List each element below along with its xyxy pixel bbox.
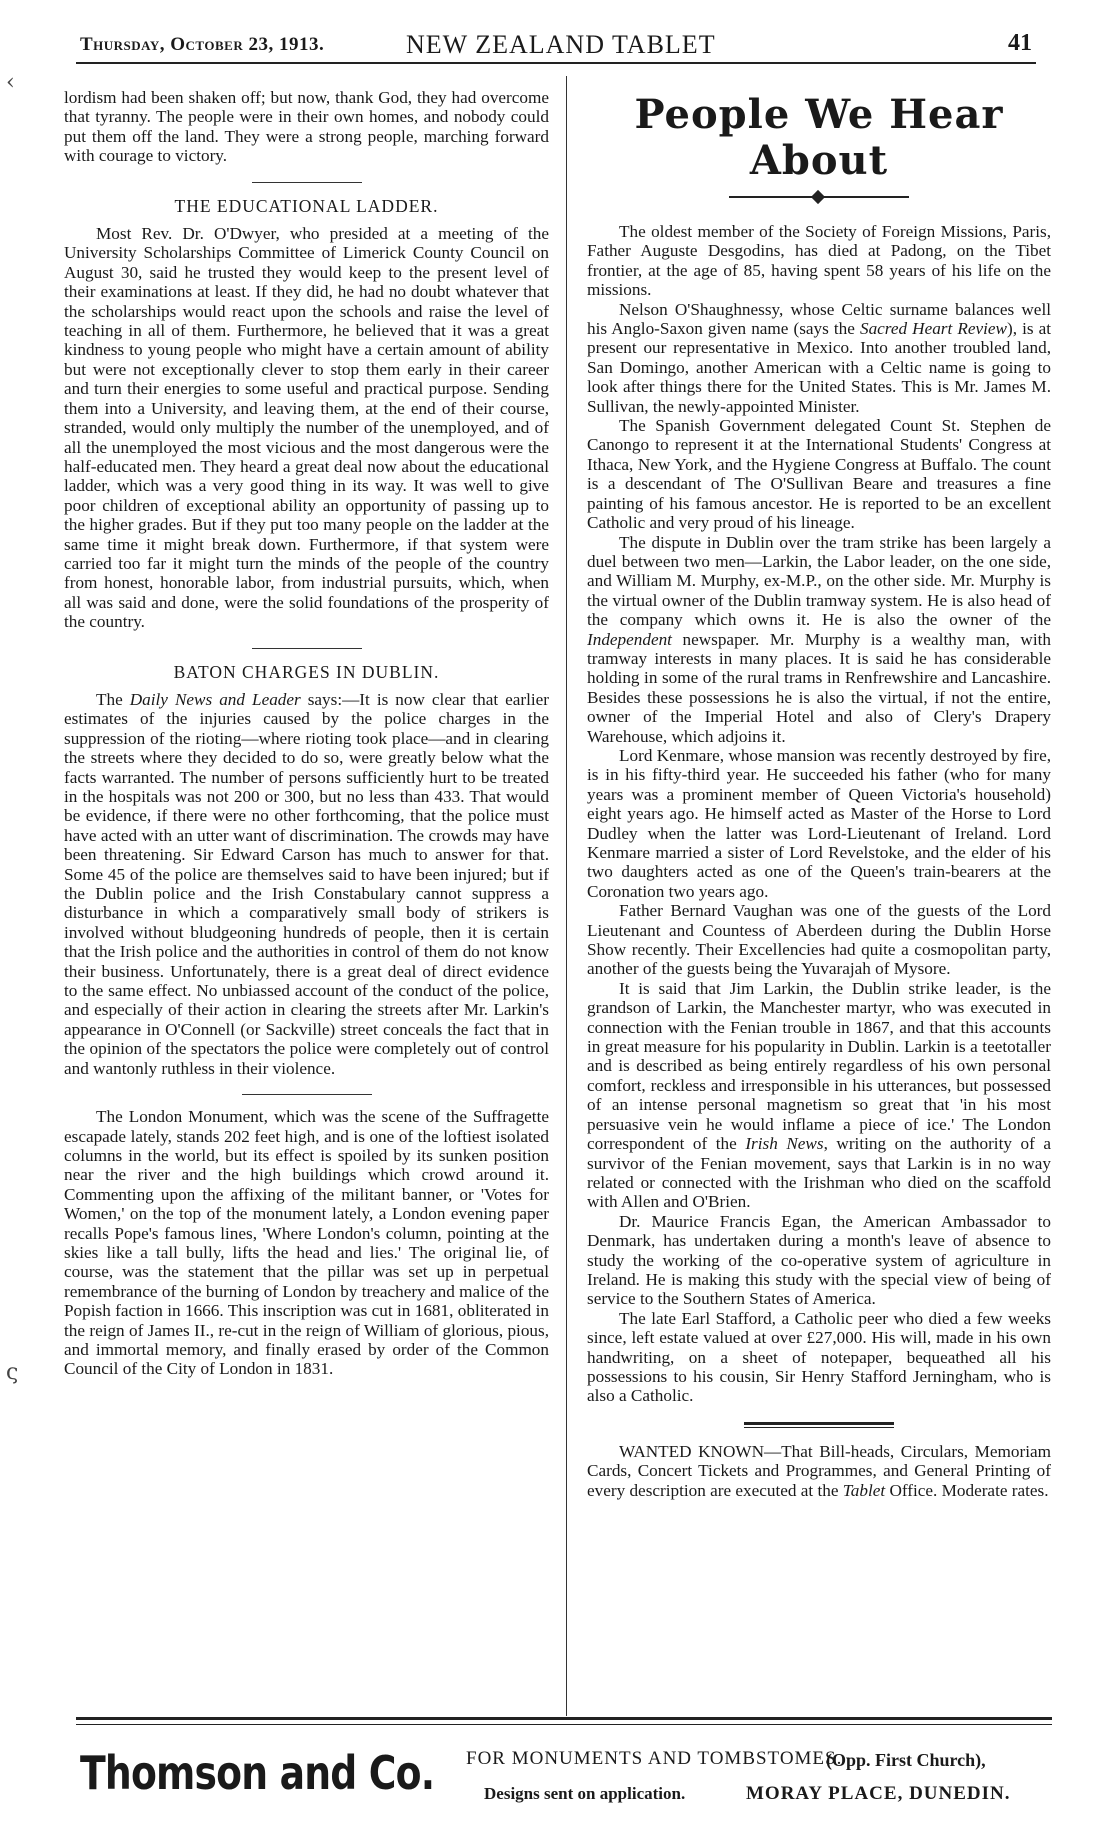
advertisement-footer xyxy=(76,1717,1052,1830)
text-run: Nelson O'Shaughnessy, whose Celtic surname balances well his Anglo-Saxon given name (says the xyxy=(587,299,1051,339)
ad-line-monuments: FOR MONUMENTS AND TOMBSTOMES. xyxy=(466,1748,843,1769)
right-column xyxy=(587,88,1051,1713)
publication-title: NEW ZEALAND TABLET xyxy=(406,30,716,59)
text-run: The dispute in Dublin over the tram strike has been largely a duel between two men—Larkin, the Labor leader, on the one side, and William M. Murphy, ex-M.P., on the other side. Mr. Murphy is the virtual owner of the Dublin tramway system. He is also head of the company which owns it. He is also the owner of the xyxy=(587,532,1051,630)
text-run: ), is at present our representative in Mexico. Into another troubled land, San Domingo, another American with a Celtic name is going to look after things there for the United States. This is Mr. James M. Sullivan, the newly-appointed Minister. xyxy=(587,319,1051,416)
paragraph-desgodins: The oldest member of the Society of Foreign Missions, Paris, Father Auguste Desgodins, has died at Padong, on the Tibet frontier, at the age of 85, having spent 58 years of his life on the missions. xyxy=(587,222,1051,300)
section-title: People We Hear About xyxy=(634,91,1004,184)
paragraph-larkin xyxy=(587,979,1051,1212)
advertiser-name: Thomson and Co. xyxy=(80,1746,435,1800)
paragraph-oshaughnessy xyxy=(587,300,1051,416)
paragraph-canongo: The Spanish Government delegated Count St. Stephen de Canongo to represent it at the International Students' Congress at Ithaca, New York, and the Hygiene Congress at Buffalo. The count is a descendant of The O'Sullivan Beare and treasures a fine painting of his famous ancestor. He is reported to be an excellent Catholic and very proud of his lineage. xyxy=(587,416,1051,533)
double-rule xyxy=(744,1422,894,1428)
article-baton-charges xyxy=(64,690,549,1078)
section-rule xyxy=(252,182,362,183)
paragraph-stafford: The late Earl Stafford, a Catholic peer who died a few weeks since, left estate valued at over £27,000. His will, made in his own handwriting, on a sheet of notepaper, bequeathed all his possessions to his cousin, Sir Henry Stafford Jerningham, who is also a Catholic. xyxy=(587,1308,1051,1406)
section-rule xyxy=(242,1094,372,1095)
wanted-notice xyxy=(587,1442,1051,1500)
source-name: Daily News and Leader xyxy=(129,689,301,709)
text-run: says:—It is now clear that earlier estimates of the injuries caused by the police charges in the suppression of the rioting—where rioting took place—and in clearing the streets where they decided to do so, were greatly below what the facts warranted. The number of persons sufficiently hurt to be treated in the hospitals was not 200 or 300, but no less than 433. That would be evidence, if there were no other forthcoming, that the police must have acted with an utter want of discrimination. The crowds may have been threatening. Sir Edward Carson has much to answer for that. Some 45 of the police are themselves said to have been injured; but if the Dublin police and the Irish Constabulary cannot suppress a disturbance in which a comparatively small body of strikers is involved without bludgeoning hundreds of people, then it is certain that the Irish police and the authorities in control of them do not know their business. Unfortunately, there is a great deal of direct evidence to the same effect. No unbiassed account of the conduct of the police, and especially of their action in clearing the streets after Mr. Larkin's appearance in O'Connell (or Sackville) street conceals the fact that in the opinion of the spectators the police were completely out of control and wantonly ruthless in their violence. xyxy=(64,689,549,1078)
margin-mark-bottom: ς xyxy=(6,1360,19,1385)
ad-line-location: (Opp. First Church), xyxy=(826,1750,986,1770)
intro-paragraph: lordism had been shaken off; but now, thank God, they had overcome that tyranny. The people were in their own homes, and nobody could put them off the land. They were a strong people, marching forward with courage to victory. xyxy=(64,88,549,166)
article-educational-ladder: Most Rev. Dr. O'Dwyer, who presided at a meeting of the University Scholarships Committee of Limerick County Council on August 30, said he trusted they would keep to the present level of their examinations at least. If they did, he had no doubt whatever that the scholarships would react upon the schools and raise the level of teaching in all of them. Furthermore, he believed that it was a great kindness to young people who might have a certain amount of ability but were not exceptionally clever to stop them early in their career and turn their energies to some useful and practical purpose. Sending them into a University, and leaving them, at the end of their course, stranded, would only multiply the number of the unemployed, and of all the unemployed the most vicious and the most dangerous were the half-educated men. They heard a great deal now about the educational ladder, which was a very good thing in its way. It was well to give poor children of exceptional ability an opportunity of passing up to the higher grades. But if they put too many people on the ladder at the same time it might break down. Furthermore, if that system were carried too far it might turn the minds of the people of the country from honest, honorable labor, from industrial pursuits, which, when all was said and done, were the solid foundations of the prosperity of the country. xyxy=(64,224,549,632)
ad-line-designs: Designs sent on application. xyxy=(484,1784,686,1803)
column-divider xyxy=(566,76,567,1716)
section-rule xyxy=(252,648,362,649)
issue-date: Thursday, October 23, 1913. xyxy=(80,34,325,55)
section-heading-baton-charges: BATON CHARGES IN DUBLIN. xyxy=(173,661,440,682)
ornament-rule xyxy=(729,192,909,202)
left-column xyxy=(64,88,549,1713)
text-run: , writing on the authority of a survivor of the Fenian movement, says that Larkin is in no way related or connected with the Irishman who died on the scaffold with Allen and O'Brien. xyxy=(587,1134,1051,1212)
source-name: Sacred Heart Review xyxy=(859,319,1007,339)
ad-line-address: MORAY PLACE, DUNEDIN. xyxy=(746,1783,1011,1804)
source-name: Irish News xyxy=(745,1134,824,1154)
article-london-monument: The London Monument, which was the scene of the Suffragette escapade lately, stands 202 feet high, and is one of the loftiest isolated columns in the world, but its effect is spoiled by its sunken position near the river and the high buildings which crowd around it. Commenting upon the affixing of the militant banner, or 'Votes for Women,' on the top of the monument lately, a London evening paper recalls Pope's famous lines, 'Where London's column, pointing at the skies like a tall bully, lifts the head and lies.' The original lie, of course, was the statement that the pillar was set up in perpetual remembrance of the burning of London by treachery and malice of the Popish faction in 1666. This inscription was cut in 1681, obliterated in the reign of James II., re-cut in the reign of William of glorious, pious, and immortal memory, and finally erased by order of the Common Council of the City of London in 1831. xyxy=(64,1107,549,1379)
section-heading-educational-ladder: THE EDUCATIONAL LADDER. xyxy=(174,195,439,216)
text-run: It is said that Jim Larkin, the Dublin strike leader, is the grandson of Larkin, the Manchester martyr, who was executed in connection with the Fenian trouble in 1867, and that this accounts in great measure for his popularity in Dublin. Larkin is a teetotaller and is described as being entirely regardless of his own personal comfort, reckless and irresponsible in his utterances, but possessed of an intense personal magnetism so great that 'in his most persuasive vein he would inflame a piece of ice.' The London correspondent of the xyxy=(587,978,1051,1154)
paragraph-vaughan: Father Bernard Vaughan was one of the guests of the Lord Lieutenant and Countess of Aberdeen during the Dublin Horse Show recently. Their Excellencies had quite a cosmopolitan party, another of the guests being the Yuvarajah of Mysore. xyxy=(587,901,1051,979)
text-run: The xyxy=(96,689,130,709)
page-number: 41 xyxy=(1008,30,1032,56)
paragraph-egan: Dr. Maurice Francis Egan, the American Ambassador to Denmark, has undertaken during a month's leave of absence to study the working of the co-operative system of agriculture in Ireland. He is making this study with the special view of being of service to the Southern States of America. xyxy=(587,1211,1051,1309)
paragraph-dublin-dispute xyxy=(587,533,1051,746)
page-header xyxy=(76,28,1036,64)
margin-mark-top: ‹ xyxy=(6,70,15,95)
text-run: Office. Moderate rates. xyxy=(885,1480,1049,1500)
source-name: Tablet xyxy=(842,1480,886,1500)
text-run: newspaper. Mr. Murphy is a wealthy man, with tramway interests in many places. It is said he has considerable holding in some of the rural trams in Renfrewshire and Lancashire. Besides these possessions he is also the virtual, if not the entire, owner of the Imperial Hotel and also of Clery's Drapery Warehouse, which adjoins it. xyxy=(587,629,1051,746)
source-name: Independent xyxy=(587,629,672,649)
text-run: WANTED KNOWN—That Bill-heads, Circulars, Memoriam Cards, Concert Tickets and Programmes, and General Printing of every description are executed at the xyxy=(587,1441,1051,1500)
paragraph-kenmare: Lord Kenmare, whose mansion was recently destroyed by fire, is in his fifty-third year. He succeeded his father (who for many years was a prominent member of Queen Victoria's household) eight years ago. He himself acted as Master of the Horse to Lord Dudley when the latter was Lord-Lieutenant of Ireland. Lord Kenmare married a sister of Lord Revelstoke, and the elder of his two daughters acted as one of the Queen's train-bearers at the Coronation two years ago. xyxy=(587,745,1051,901)
